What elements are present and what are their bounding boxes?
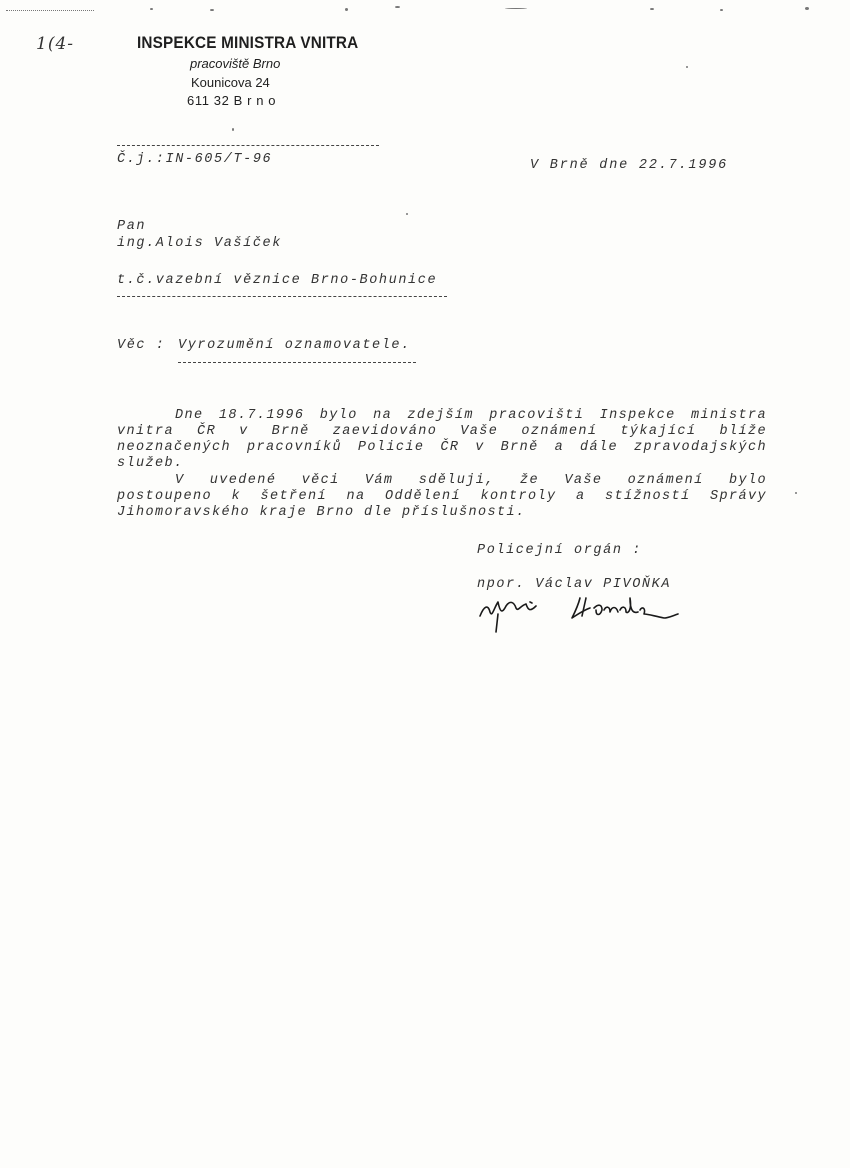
scan-speck (650, 8, 654, 10)
scan-speck (345, 8, 348, 11)
org-postcode-city: 611 32 B r n o (187, 93, 277, 108)
org-unit: pracoviště Brno (190, 56, 281, 71)
addressee-address: t.č.vazební věznice Brno-Bohunice (117, 273, 438, 288)
handwritten-signature (470, 588, 690, 638)
scan-speck (210, 9, 214, 11)
scan-speck (720, 9, 723, 11)
scan-speck (805, 7, 809, 10)
body-line: Jihomoravského kraje Brno dle příslušnosti. (117, 505, 526, 520)
body-line: vnitra ČR v Brně zaevidováno Vaše oznámení týkající blíže (117, 424, 767, 439)
body-line: postoupeno k šetření na Oddělení kontroly a stížností Správy (117, 489, 767, 504)
subject-underline (178, 362, 416, 363)
addressee-salutation: Pan (117, 219, 147, 234)
scan-speck (505, 8, 527, 9)
body-line: služeb. (117, 456, 184, 471)
corner-handwritten-mark: 1(4- (36, 34, 75, 54)
body-paragraph-2 (117, 473, 767, 521)
body-line: V uvedené věci Vám sděluji, že Vaše oznámení bylo (175, 473, 767, 488)
scan-speck (795, 492, 797, 494)
body-paragraph-1 (117, 408, 767, 472)
date-line: V Brně dne 22.7.1996 (530, 158, 729, 173)
body-line: Dne 18.7.1996 bylo na zdejším pracovišti Inspekce ministra (175, 408, 767, 423)
subject-label: Věc : (117, 338, 166, 353)
org-street: Kounicova 24 (191, 75, 270, 90)
scan-speck (232, 128, 234, 131)
reference-rule (117, 145, 379, 146)
scan-speck (150, 8, 153, 10)
signature-role: Policejní orgán : (477, 543, 642, 558)
scan-speck (406, 213, 408, 215)
scan-speck (395, 6, 400, 8)
subject-text: Vyrozumění oznamovatele. (178, 338, 411, 353)
reference-number: Č.j.:IN-605/T-96 (117, 152, 273, 167)
scan-speck (686, 66, 688, 68)
scan-noise-line (6, 10, 94, 11)
addressee-rule (117, 296, 447, 297)
org-name: INSPEKCE MINISTRA VNITRA (137, 33, 359, 52)
body-line: neoznačených pracovníků Policie ČR v Brně a dále zpravodajských (117, 440, 767, 455)
addressee-name: ing.Alois Vašíček (117, 236, 282, 251)
signature-name: npor. Václav PIVOŇKA (477, 577, 672, 592)
